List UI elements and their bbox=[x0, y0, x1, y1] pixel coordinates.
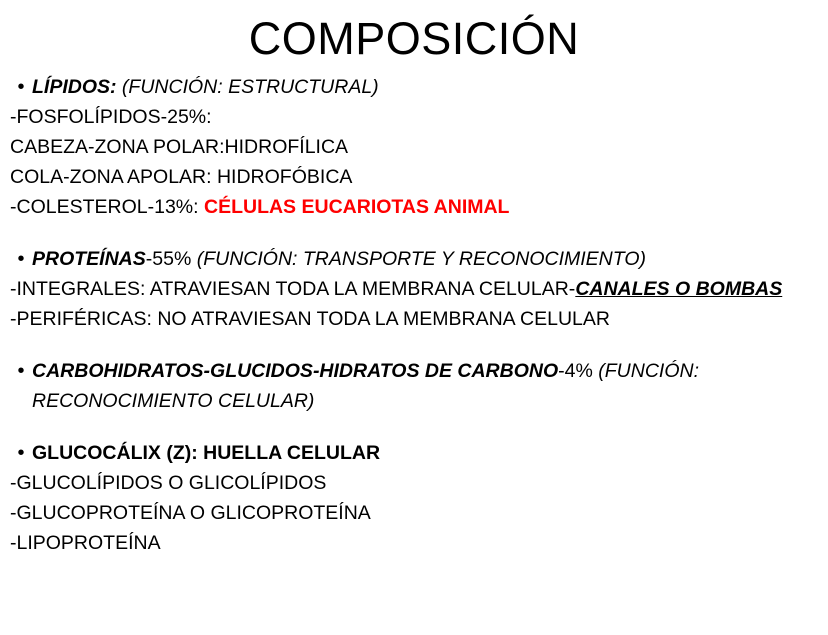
section-carbohidratos bbox=[10, 356, 814, 416]
integrales-emphasis: CANALES O BOMBAS bbox=[575, 277, 783, 300]
spacer-1 bbox=[10, 222, 814, 244]
carbohidratos-function: (FUNCIÓN: bbox=[598, 359, 699, 382]
carbohidratos-label: CARBOHIDRATOS-GLUCIDOS-HIDRATOS DE CARBONO bbox=[32, 359, 559, 382]
lipidos-function: (FUNCIÓN: ESTRUCTURAL) bbox=[116, 75, 379, 98]
line-colesterol bbox=[10, 192, 814, 222]
line-lipoproteina: -LIPOPROTEÍNA bbox=[10, 531, 161, 554]
line-cola-apolar: COLA-ZONA APOLAR: HIDROFÓBICA bbox=[10, 165, 353, 188]
integrales-prefix: -INTEGRALES: ATRAVIESAN TODA LA MEMBRANA CELULAR- bbox=[10, 277, 576, 300]
slide-canvas bbox=[0, 14, 828, 635]
bullet-dot-icon: • bbox=[17, 247, 25, 270]
line-perifericas: -PERIFÉRICAS: NO ATRAVIESAN TODA LA MEMBRANA CELULAR bbox=[10, 307, 610, 330]
bullet-dot-icon: • bbox=[17, 441, 25, 464]
bullet-text-carbohidratos bbox=[32, 356, 814, 386]
colesterol-highlight: CÉLULAS EUCARIOTAS ANIMAL bbox=[203, 195, 510, 218]
section-lipidos bbox=[10, 72, 814, 222]
line-glucoproteina: -GLUCOPROTEÍNA O GLICOPROTEÍNA bbox=[10, 501, 371, 524]
line-glucolipidos: -GLUCOLÍPIDOS O GLICOLÍPIDOS bbox=[10, 471, 327, 494]
bullet-dot-icon: • bbox=[17, 75, 25, 98]
carbohidratos-continuation: RECONOCIMIENTO CELULAR) bbox=[32, 389, 315, 412]
proteinas-percent: -55% bbox=[145, 247, 197, 270]
proteinas-label: PROTEÍNAS bbox=[32, 247, 146, 270]
bullet-dot-icon: • bbox=[17, 359, 25, 382]
spacer-3 bbox=[10, 416, 814, 438]
lipidos-label: LÍPIDOS: bbox=[32, 75, 117, 98]
page-title: COMPOSICIÓN bbox=[248, 13, 580, 64]
carbohidratos-percent: -4% bbox=[558, 359, 599, 382]
line-cabeza-polar: CABEZA-ZONA POLAR:HIDROFÍLICA bbox=[10, 135, 349, 158]
bullet-item-glucocalix bbox=[10, 438, 814, 468]
bullet-text-glucocalix bbox=[32, 438, 814, 468]
line-integrales bbox=[10, 274, 814, 304]
section-glucocalix bbox=[10, 438, 814, 558]
colesterol-prefix: -COLESTEROL-13%: bbox=[10, 195, 204, 218]
bullet-text-lipidos bbox=[32, 72, 814, 102]
bullet-item-carbohidratos bbox=[10, 356, 814, 386]
spacer-2 bbox=[10, 334, 814, 356]
glucocalix-label: GLUCOCÁLIX (Z): HUELLA CELULAR bbox=[32, 441, 381, 464]
line-fosfolipidos: -FOSFOLÍPIDOS-25%: bbox=[10, 105, 212, 128]
bullet-item-proteinas bbox=[10, 244, 814, 274]
bullet-text-proteinas bbox=[32, 244, 814, 274]
proteinas-function: (FUNCIÓN: TRANSPORTE Y RECONOCIMIENTO) bbox=[196, 247, 646, 270]
section-proteinas bbox=[10, 244, 814, 334]
bullet-item-lipidos bbox=[10, 72, 814, 102]
slide-body bbox=[0, 72, 828, 558]
